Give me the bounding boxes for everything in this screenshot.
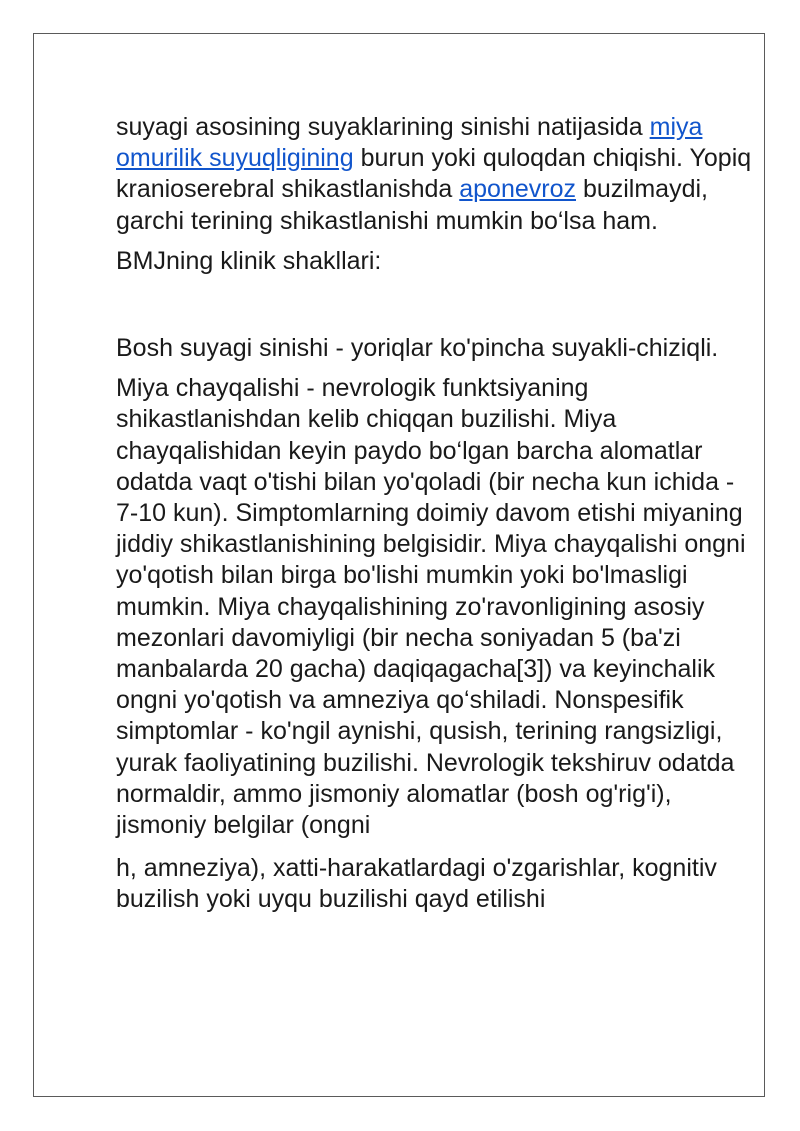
page-content	[116, 112, 756, 925]
link-aponevroz[interactable]: aponevroz	[459, 175, 576, 204]
document-page	[33, 33, 765, 1097]
blank-spacer	[116, 286, 756, 333]
paragraph-intro-text-3: buzilmaydi, garchi terining shikastlanishi mumkin bo‘lsa ham.	[116, 175, 708, 235]
paragraph-skull-fracture: Bosh suyagi sinishi - yoriqlar ko'pincha suyakli-chiziqli.	[116, 334, 719, 363]
paragraph-intro	[116, 112, 756, 237]
section-heading-clinical-forms: BMJning klinik shakllari:	[116, 246, 382, 275]
paragraph-intro-text-2: burun yoki quloqdan chiqishi. Yopiq kranioserebral shikastlanishda	[116, 144, 752, 204]
paragraph-concussion: Miya chayqalishi - nevrologik funktsiyaning shikastlanishdan kelib chiqqan buzilishi. Miya chayqalishidan keyin paydo bo‘lgan barcha alomatlar odatda vaqt o'tishi bilan yo'qoladi (bir necha kun ichida - 7-10 kun). Simptomlarning doimiy davom etishi miyaning jiddiy shikastlanishining belgisidir. Miya chayqalishi ongni yo'qotish bilan birga bo'lishi mumkin yoki bo'lmasligi mumkin. Miya chayqalishining zo'ravonligining asosiy mezonlari davomiyligi (bir necha soniyadan 5 (ba'zi manbalarda 20 gacha) daqiqagacha[3]) va keyinchalik ongni yo'qotish va amneziya qo‘shiladi. Nonspesifik simptomlar - ko'ngil aynishi, qusish, terining rangsizligi, yurak faoliyatining buzilishi. Nevrologik tekshiruv odatda normaldir, ammo jismoniy alomatlar (bosh og'rig'i), jismoniy belgilar (ongni	[116, 374, 746, 840]
link-miya-omurilik-suyuqligining[interactable]: miya omurilik suyuqligining	[116, 113, 703, 173]
paragraph-intro-text-1: suyagi asosining suyaklarining sinishi natijasida	[116, 113, 650, 141]
paragraph-continuation: h, amneziya), xatti-harakatlardagi o'zgarishlar, kognitiv buzilish yoki uyqu buzilishi qayd etilishi	[116, 854, 717, 914]
